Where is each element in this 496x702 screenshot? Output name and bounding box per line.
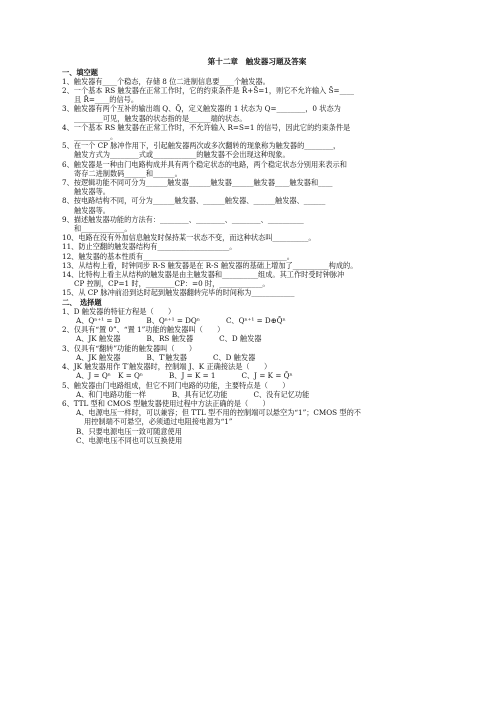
fill-line: 1、触发器有____个稳态，存储 8 位二进制信息要____个触发器。: [62, 76, 270, 86]
choice-option: B、T′触发器: [146, 352, 187, 362]
question-6-options: [62, 409, 452, 444]
choice-option: B、RS 触发器: [146, 334, 194, 344]
choice-option: A、JK 触发器: [76, 334, 121, 344]
q6-option-line: A、电源电压一样时，可以兼容；但 TTL 型不用的控制端可以悬空为“1”；CMOS 型的不: [76, 408, 361, 418]
fill-line: 4、一个基本 RS 触发器在正常工作时，不允许输入 R=S=1 的信号，因此它的约束条件是: [62, 122, 351, 132]
choice-option: A、和门电路功能一样: [76, 389, 146, 399]
section-fill-heading: 一、填空题: [62, 67, 98, 77]
choice-question: 2、仅具有“置 0”、“置 1”功能的触发器叫（ ）: [62, 325, 225, 335]
fill-line: 7、按逻辑功能不同可分为______触发器______触发器______触发器____触发器和____: [62, 178, 333, 188]
choice-options: [62, 317, 452, 324]
fill-line: 触发方式为________式或____________的触发器不会出现这种现象。: [74, 150, 290, 160]
document-page: [62, 58, 452, 446]
choice-option: C、D 触发器: [219, 334, 262, 344]
choice-option: A、JK 触发器: [76, 352, 121, 362]
choice-options: [62, 391, 452, 398]
choice-option: C、Qⁿ⁺¹ = D⊕Q̄ⁿ: [225, 316, 286, 326]
fill-line: 3、触发器有两个互补的输出端 Q、Q̄，定义触发器的 1 状态为 Q=________，0 状态为: [62, 104, 341, 114]
fill-line: 11、防止空翻的触发器结构有____________________。: [62, 242, 237, 252]
fill-line: 且 R̄=____的信号。: [74, 95, 139, 105]
choice-question: 5、触发器由门电路组成，但它不同门电路的功能，主要特点是（ ）: [62, 380, 290, 390]
fill-line: 和____________。: [74, 224, 132, 234]
choice-question: 6、TTL 型和 CMOS 型触发器使用过程中方法正确的是（ ）: [62, 398, 270, 408]
choice-option: B、J = K = 1: [169, 371, 216, 381]
q6-option-line: B、只要电源电压一致可随意使用: [76, 426, 182, 436]
fill-line: 12、触发器的基本性质有________________________________________。: [62, 251, 294, 261]
choice-option: C、J = K = Q̄ⁿ: [241, 371, 293, 381]
page-title: 第十二章 触发器习题及答案: [207, 57, 307, 66]
choice-question: 4、JK 触发器用作 T′触发器时，控制端 J、K 正确接法是（ ）: [62, 362, 272, 372]
choice-option: A、J = Qⁿ K = Qⁿ: [76, 371, 144, 381]
fill-line: 14、比特构上看主从结构的触发器是由主触发器和__________组成。其工作时受时钟脉冲: [62, 270, 345, 280]
q6-option-line: 用控制端不可悬空，必须通过电阻接电源为“1”: [84, 417, 233, 427]
choice-option: B、具有记忆功能: [171, 389, 228, 399]
section-choice-heading: 二、 选择题: [62, 297, 102, 307]
q6-option-line: C、电源电压不同也可以互换使用: [76, 435, 183, 445]
choice-option: C、D 触发器: [212, 352, 256, 362]
choice-option: C、没有记忆功能: [253, 389, 310, 399]
fill-line: 9、描述触发器功能的方法有：________、________、________、__________: [62, 214, 304, 224]
fill-line: 6、触发器是一种由门电路构成并具有两个稳定状态的电路，两个稳定状态分别用来表示和: [62, 159, 347, 169]
fill-line: CP 控制，CP=1 时，________CP：=0 时，____________。: [74, 279, 270, 289]
fill-line: 10、电路在没有外加信息触发时保持某一状态不变，而这种状态叫__________。: [62, 233, 316, 243]
fill-line: 触发器等。: [74, 187, 110, 197]
fill-line: 2、一个基本 RS 触发器在正常工作时，它的约束条件是 R̄+S̄=1，则它不允许输入 S̄=____: [62, 86, 354, 95]
choice-option: B、Qⁿ⁺¹ = DQⁿ: [146, 316, 200, 326]
choice-questions: [62, 308, 452, 407]
fill-line: 触发器等。: [74, 205, 110, 215]
fill-line: 寄存二进制数码______和______。: [74, 168, 182, 178]
fill-line: 13、从结构上看，时钟同步 R-S 触发器是在 R-S 触发器的基础上增加了__________构成的。: [62, 260, 358, 270]
choice-options: [62, 335, 452, 342]
choice-question: 1、D 触发器的特征方程是（ ）: [62, 306, 176, 316]
choice-question: 3、仅具有“翻转”功能的触发器叫（ ）: [62, 343, 197, 353]
choice-options: [62, 354, 452, 361]
fill-line: __________。: [74, 132, 118, 142]
fill-in-questions: [62, 78, 452, 297]
choice-options: [62, 372, 452, 379]
fill-line: 15、从 CP 脉冲前沿到达时起到触发器翻转完毕的时间称为____________: [62, 288, 295, 298]
fill-line: 8、按电路结构不同，可分为______触发器、______触发器、______触发器、______: [62, 196, 326, 206]
choice-option: A、Qⁿ⁺¹ = D: [76, 316, 121, 326]
fill-line: ________可见，触发器的状态指的是______端的状态。: [74, 113, 247, 123]
fill-line: 5、在一个 CP 脉冲作用下，引起触发器两次或多次翻转的现象称为触发器的________，: [62, 141, 341, 151]
